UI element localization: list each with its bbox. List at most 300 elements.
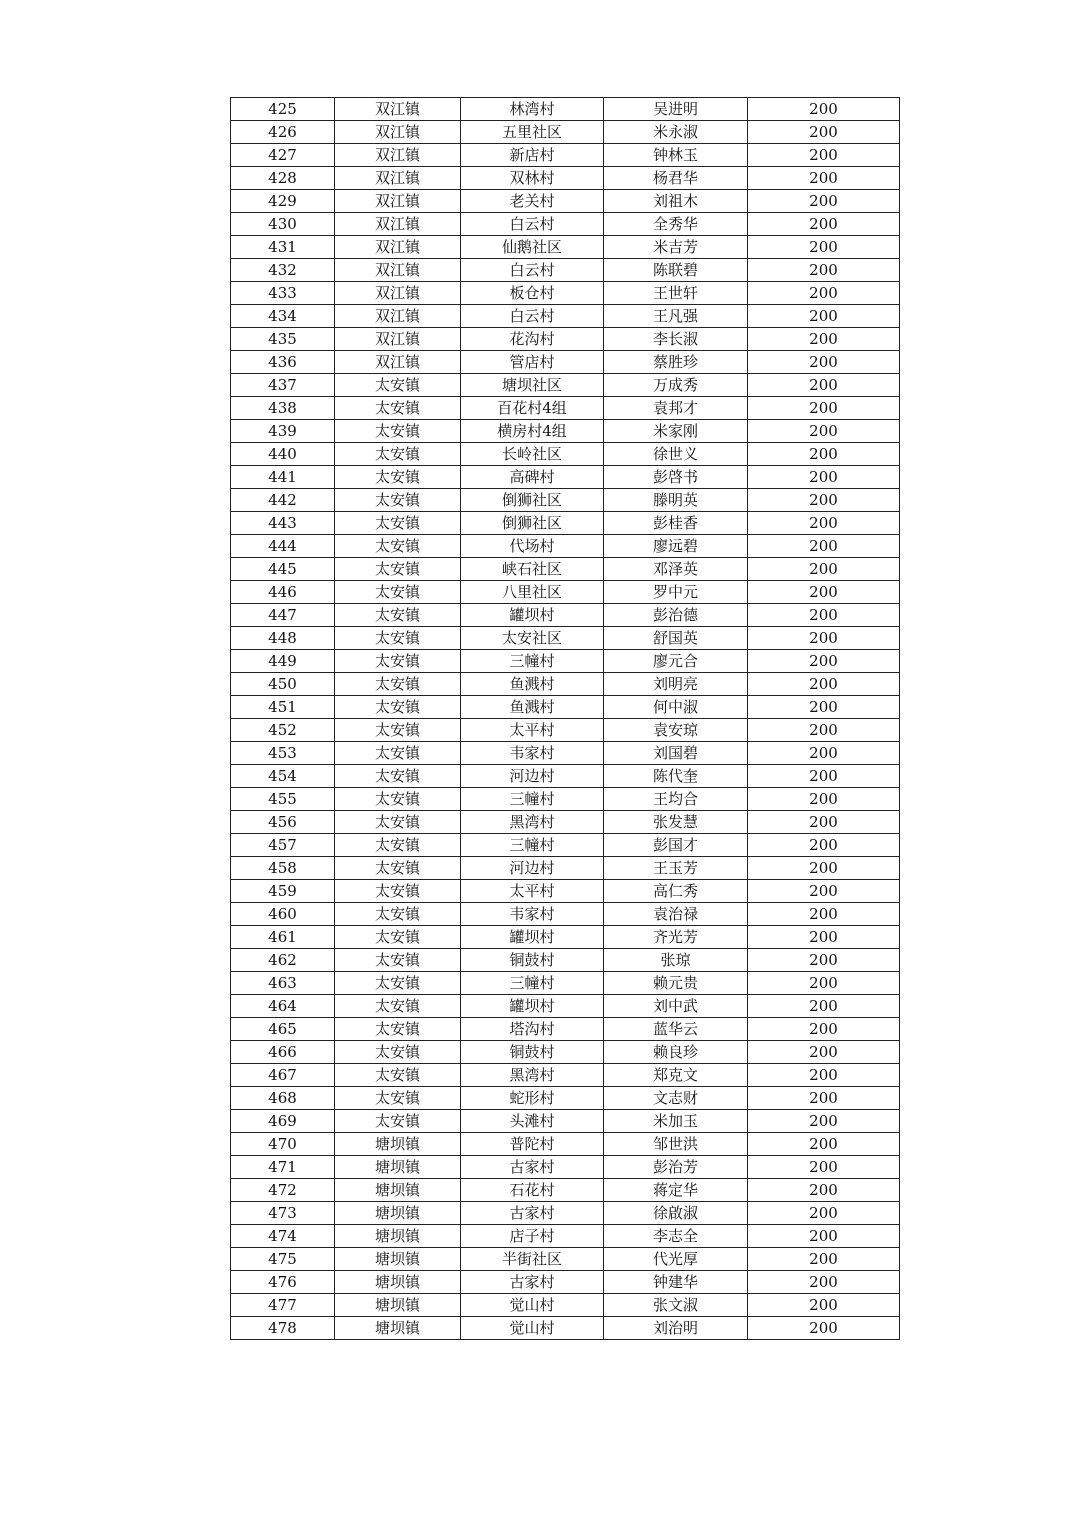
row-number-cell: 454: [231, 765, 335, 788]
name-cell: 米家刚: [604, 420, 748, 443]
row-number-cell: 434: [231, 305, 335, 328]
amount-cell: 200: [748, 512, 900, 535]
table-row: [231, 1271, 900, 1294]
table-body: [231, 98, 900, 1340]
row-number-cell: 438: [231, 397, 335, 420]
amount-cell: 200: [748, 443, 900, 466]
village-cell: 峡石社区: [461, 558, 604, 581]
row-number-cell: 450: [231, 673, 335, 696]
town-cell: 太安镇: [335, 673, 461, 696]
village-cell: 新店村: [461, 144, 604, 167]
table-row: [231, 903, 900, 926]
name-cell: 彭治芳: [604, 1156, 748, 1179]
town-cell: 双江镇: [335, 259, 461, 282]
row-number-cell: 441: [231, 466, 335, 489]
town-cell: 太安镇: [335, 420, 461, 443]
name-cell: 郑克文: [604, 1064, 748, 1087]
table-row: [231, 627, 900, 650]
village-cell: 古家村: [461, 1271, 604, 1294]
amount-cell: 200: [748, 719, 900, 742]
town-cell: 太安镇: [335, 834, 461, 857]
table-row: [231, 443, 900, 466]
name-cell: 蓝华云: [604, 1018, 748, 1041]
name-cell: 邹世洪: [604, 1133, 748, 1156]
village-cell: 蛇形村: [461, 1087, 604, 1110]
table-row: [231, 144, 900, 167]
table-row: [231, 1018, 900, 1041]
name-cell: 米永淑: [604, 121, 748, 144]
name-cell: 彭啓书: [604, 466, 748, 489]
name-cell: 王均合: [604, 788, 748, 811]
village-cell: 高碑村: [461, 466, 604, 489]
row-number-cell: 435: [231, 328, 335, 351]
name-cell: 吴进明: [604, 98, 748, 121]
town-cell: 太安镇: [335, 374, 461, 397]
town-cell: 太安镇: [335, 857, 461, 880]
amount-cell: 200: [748, 880, 900, 903]
town-cell: 太安镇: [335, 719, 461, 742]
table-row: [231, 1179, 900, 1202]
row-number-cell: 433: [231, 282, 335, 305]
table-row: [231, 788, 900, 811]
village-cell: 管店村: [461, 351, 604, 374]
table-row: [231, 673, 900, 696]
row-number-cell: 427: [231, 144, 335, 167]
amount-cell: 200: [748, 1179, 900, 1202]
name-cell: 蒋定华: [604, 1179, 748, 1202]
village-cell: 鱼溅村: [461, 696, 604, 719]
amount-cell: 200: [748, 926, 900, 949]
table-row: [231, 351, 900, 374]
amount-cell: 200: [748, 972, 900, 995]
name-cell: 米加玉: [604, 1110, 748, 1133]
town-cell: 塘坝镇: [335, 1271, 461, 1294]
table-row: [231, 1041, 900, 1064]
row-number-cell: 455: [231, 788, 335, 811]
village-cell: 觉山村: [461, 1294, 604, 1317]
name-cell: 舒国英: [604, 627, 748, 650]
amount-cell: 200: [748, 1087, 900, 1110]
name-cell: 赖元贵: [604, 972, 748, 995]
amount-cell: 200: [748, 604, 900, 627]
name-cell: 李长淑: [604, 328, 748, 351]
table-row: [231, 1156, 900, 1179]
amount-cell: 200: [748, 167, 900, 190]
amount-cell: 200: [748, 1248, 900, 1271]
village-cell: 八里社区: [461, 581, 604, 604]
data-table: [230, 97, 900, 1340]
row-number-cell: 437: [231, 374, 335, 397]
name-cell: 代光厚: [604, 1248, 748, 1271]
row-number-cell: 443: [231, 512, 335, 535]
name-cell: 钟林玉: [604, 144, 748, 167]
table-row: [231, 742, 900, 765]
village-cell: 白云村: [461, 259, 604, 282]
town-cell: 双江镇: [335, 351, 461, 374]
table-row: [231, 1317, 900, 1340]
village-cell: 板仓村: [461, 282, 604, 305]
amount-cell: 200: [748, 282, 900, 305]
village-cell: 白云村: [461, 213, 604, 236]
village-cell: 塔沟村: [461, 1018, 604, 1041]
name-cell: 王世轩: [604, 282, 748, 305]
row-number-cell: 465: [231, 1018, 335, 1041]
village-cell: 罐坝村: [461, 604, 604, 627]
amount-cell: 200: [748, 1156, 900, 1179]
town-cell: 太安镇: [335, 742, 461, 765]
name-cell: 钟建华: [604, 1271, 748, 1294]
row-number-cell: 461: [231, 926, 335, 949]
name-cell: 张发慧: [604, 811, 748, 834]
town-cell: 太安镇: [335, 489, 461, 512]
row-number-cell: 474: [231, 1225, 335, 1248]
name-cell: 张文淑: [604, 1294, 748, 1317]
table-row: [231, 1087, 900, 1110]
table-row: [231, 811, 900, 834]
village-cell: 三幢村: [461, 788, 604, 811]
amount-cell: 200: [748, 949, 900, 972]
row-number-cell: 456: [231, 811, 335, 834]
row-number-cell: 447: [231, 604, 335, 627]
amount-cell: 200: [748, 765, 900, 788]
town-cell: 太安镇: [335, 1110, 461, 1133]
amount-cell: 200: [748, 489, 900, 512]
row-number-cell: 460: [231, 903, 335, 926]
amount-cell: 200: [748, 121, 900, 144]
town-cell: 太安镇: [335, 696, 461, 719]
name-cell: 赖良珍: [604, 1041, 748, 1064]
table-row: [231, 926, 900, 949]
village-cell: 双林村: [461, 167, 604, 190]
name-cell: 袁邦才: [604, 397, 748, 420]
row-number-cell: 429: [231, 190, 335, 213]
town-cell: 太安镇: [335, 558, 461, 581]
village-cell: 普陀村: [461, 1133, 604, 1156]
name-cell: 王凡强: [604, 305, 748, 328]
amount-cell: 200: [748, 581, 900, 604]
town-cell: 双江镇: [335, 328, 461, 351]
table-row: [231, 121, 900, 144]
village-cell: 罐坝村: [461, 995, 604, 1018]
village-cell: 百花村4组: [461, 397, 604, 420]
town-cell: 双江镇: [335, 282, 461, 305]
name-cell: 徐啟淑: [604, 1202, 748, 1225]
amount-cell: 200: [748, 1110, 900, 1133]
row-number-cell: 442: [231, 489, 335, 512]
table-row: [231, 512, 900, 535]
table-row: [231, 972, 900, 995]
town-cell: 太安镇: [335, 1041, 461, 1064]
table-row: [231, 581, 900, 604]
amount-cell: 200: [748, 696, 900, 719]
amount-cell: 200: [748, 420, 900, 443]
amount-cell: 200: [748, 558, 900, 581]
village-cell: 古家村: [461, 1202, 604, 1225]
table-row: [231, 1225, 900, 1248]
table-row: [231, 834, 900, 857]
table-row: [231, 696, 900, 719]
town-cell: 太安镇: [335, 466, 461, 489]
village-cell: 倒狮社区: [461, 512, 604, 535]
table-row: [231, 213, 900, 236]
amount-cell: 200: [748, 1225, 900, 1248]
table-row: [231, 857, 900, 880]
table-row: [231, 650, 900, 673]
table-row: [231, 535, 900, 558]
town-cell: 双江镇: [335, 167, 461, 190]
town-cell: 塘坝镇: [335, 1317, 461, 1340]
name-cell: 米吉芳: [604, 236, 748, 259]
village-cell: 店子村: [461, 1225, 604, 1248]
town-cell: 太安镇: [335, 765, 461, 788]
town-cell: 太安镇: [335, 811, 461, 834]
amount-cell: 200: [748, 1317, 900, 1340]
amount-cell: 200: [748, 98, 900, 121]
village-cell: 老关村: [461, 190, 604, 213]
village-cell: 倒狮社区: [461, 489, 604, 512]
village-cell: 黑湾村: [461, 811, 604, 834]
amount-cell: 200: [748, 1018, 900, 1041]
row-number-cell: 432: [231, 259, 335, 282]
table-row: [231, 98, 900, 121]
town-cell: 塘坝镇: [335, 1225, 461, 1248]
name-cell: 齐光芳: [604, 926, 748, 949]
table-row: [231, 374, 900, 397]
row-number-cell: 472: [231, 1179, 335, 1202]
row-number-cell: 445: [231, 558, 335, 581]
town-cell: 塘坝镇: [335, 1202, 461, 1225]
table-row: [231, 1202, 900, 1225]
amount-cell: 200: [748, 995, 900, 1018]
row-number-cell: 462: [231, 949, 335, 972]
amount-cell: 200: [748, 328, 900, 351]
village-cell: 铜鼓村: [461, 949, 604, 972]
row-number-cell: 477: [231, 1294, 335, 1317]
name-cell: 文志财: [604, 1087, 748, 1110]
village-cell: 林湾村: [461, 98, 604, 121]
amount-cell: 200: [748, 1202, 900, 1225]
row-number-cell: 469: [231, 1110, 335, 1133]
town-cell: 塘坝镇: [335, 1248, 461, 1271]
village-cell: 太平村: [461, 719, 604, 742]
table-row: [231, 880, 900, 903]
amount-cell: 200: [748, 1294, 900, 1317]
village-cell: 横房村4组: [461, 420, 604, 443]
row-number-cell: 431: [231, 236, 335, 259]
name-cell: 蔡胜珍: [604, 351, 748, 374]
town-cell: 太安镇: [335, 788, 461, 811]
table-row: [231, 995, 900, 1018]
town-cell: 太安镇: [335, 1064, 461, 1087]
village-cell: 石花村: [461, 1179, 604, 1202]
row-number-cell: 448: [231, 627, 335, 650]
village-cell: 花沟村: [461, 328, 604, 351]
row-number-cell: 467: [231, 1064, 335, 1087]
amount-cell: 200: [748, 650, 900, 673]
village-cell: 鱼溅村: [461, 673, 604, 696]
row-number-cell: 452: [231, 719, 335, 742]
amount-cell: 200: [748, 811, 900, 834]
row-number-cell: 478: [231, 1317, 335, 1340]
village-cell: 头滩村: [461, 1110, 604, 1133]
table-row: [231, 719, 900, 742]
town-cell: 双江镇: [335, 305, 461, 328]
town-cell: 太安镇: [335, 926, 461, 949]
town-cell: 太安镇: [335, 880, 461, 903]
table-row: [231, 1133, 900, 1156]
village-cell: 半街社区: [461, 1248, 604, 1271]
village-cell: 三幢村: [461, 972, 604, 995]
table-row: [231, 420, 900, 443]
table-row: [231, 949, 900, 972]
amount-cell: 200: [748, 397, 900, 420]
name-cell: 刘中武: [604, 995, 748, 1018]
town-cell: 太安镇: [335, 604, 461, 627]
name-cell: 徐世义: [604, 443, 748, 466]
amount-cell: 200: [748, 466, 900, 489]
town-cell: 双江镇: [335, 98, 461, 121]
village-cell: 太安社区: [461, 627, 604, 650]
town-cell: 太安镇: [335, 535, 461, 558]
row-number-cell: 458: [231, 857, 335, 880]
row-number-cell: 463: [231, 972, 335, 995]
village-cell: 五里社区: [461, 121, 604, 144]
town-cell: 太安镇: [335, 581, 461, 604]
village-cell: 塘坝社区: [461, 374, 604, 397]
row-number-cell: 451: [231, 696, 335, 719]
table-row: [231, 1110, 900, 1133]
town-cell: 塘坝镇: [335, 1156, 461, 1179]
name-cell: 刘明亮: [604, 673, 748, 696]
row-number-cell: 476: [231, 1271, 335, 1294]
amount-cell: 200: [748, 213, 900, 236]
town-cell: 双江镇: [335, 236, 461, 259]
name-cell: 彭治德: [604, 604, 748, 627]
table-row: [231, 328, 900, 351]
village-cell: 韦家村: [461, 742, 604, 765]
amount-cell: 200: [748, 788, 900, 811]
town-cell: 塘坝镇: [335, 1133, 461, 1156]
name-cell: 刘祖木: [604, 190, 748, 213]
name-cell: 廖远碧: [604, 535, 748, 558]
village-cell: 黑湾村: [461, 1064, 604, 1087]
row-number-cell: 475: [231, 1248, 335, 1271]
row-number-cell: 453: [231, 742, 335, 765]
row-number-cell: 466: [231, 1041, 335, 1064]
town-cell: 双江镇: [335, 213, 461, 236]
amount-cell: 200: [748, 190, 900, 213]
town-cell: 太安镇: [335, 627, 461, 650]
town-cell: 太安镇: [335, 972, 461, 995]
row-number-cell: 446: [231, 581, 335, 604]
row-number-cell: 440: [231, 443, 335, 466]
town-cell: 双江镇: [335, 121, 461, 144]
row-number-cell: 459: [231, 880, 335, 903]
name-cell: 万成秀: [604, 374, 748, 397]
table-row: [231, 259, 900, 282]
table-row: [231, 1064, 900, 1087]
amount-cell: 200: [748, 673, 900, 696]
row-number-cell: 425: [231, 98, 335, 121]
table-row: [231, 190, 900, 213]
village-cell: 韦家村: [461, 903, 604, 926]
row-number-cell: 449: [231, 650, 335, 673]
town-cell: 太安镇: [335, 443, 461, 466]
row-number-cell: 473: [231, 1202, 335, 1225]
village-cell: 河边村: [461, 857, 604, 880]
row-number-cell: 430: [231, 213, 335, 236]
name-cell: 刘国碧: [604, 742, 748, 765]
table-row: [231, 558, 900, 581]
table-row: [231, 489, 900, 512]
village-cell: 河边村: [461, 765, 604, 788]
row-number-cell: 457: [231, 834, 335, 857]
table-row: [231, 466, 900, 489]
table-row: [231, 167, 900, 190]
amount-cell: 200: [748, 834, 900, 857]
amount-cell: 200: [748, 903, 900, 926]
name-cell: 彭国才: [604, 834, 748, 857]
amount-cell: 200: [748, 1133, 900, 1156]
name-cell: 邓泽英: [604, 558, 748, 581]
table-row: [231, 604, 900, 627]
row-number-cell: 468: [231, 1087, 335, 1110]
name-cell: 罗中元: [604, 581, 748, 604]
row-number-cell: 426: [231, 121, 335, 144]
village-cell: 白云村: [461, 305, 604, 328]
town-cell: 太安镇: [335, 1087, 461, 1110]
name-cell: 袁治禄: [604, 903, 748, 926]
town-cell: 太安镇: [335, 903, 461, 926]
name-cell: 张琼: [604, 949, 748, 972]
village-cell: 代场村: [461, 535, 604, 558]
row-number-cell: 464: [231, 995, 335, 1018]
amount-cell: 200: [748, 535, 900, 558]
name-cell: 何中淑: [604, 696, 748, 719]
town-cell: 太安镇: [335, 397, 461, 420]
amount-cell: 200: [748, 374, 900, 397]
village-cell: 太平村: [461, 880, 604, 903]
table-row: [231, 397, 900, 420]
village-cell: 仙鹅社区: [461, 236, 604, 259]
row-number-cell: 444: [231, 535, 335, 558]
amount-cell: 200: [748, 1064, 900, 1087]
row-number-cell: 439: [231, 420, 335, 443]
table-row: [231, 305, 900, 328]
village-cell: 三幢村: [461, 650, 604, 673]
table-row: [231, 1248, 900, 1271]
name-cell: 杨君华: [604, 167, 748, 190]
town-cell: 塘坝镇: [335, 1294, 461, 1317]
town-cell: 太安镇: [335, 995, 461, 1018]
amount-cell: 200: [748, 144, 900, 167]
town-cell: 太安镇: [335, 650, 461, 673]
village-cell: 长岭社区: [461, 443, 604, 466]
name-cell: 袁安琼: [604, 719, 748, 742]
village-cell: 罐坝村: [461, 926, 604, 949]
name-cell: 滕明英: [604, 489, 748, 512]
name-cell: 彭桂香: [604, 512, 748, 535]
town-cell: 太安镇: [335, 1018, 461, 1041]
village-cell: 古家村: [461, 1156, 604, 1179]
name-cell: 刘治明: [604, 1317, 748, 1340]
amount-cell: 200: [748, 1041, 900, 1064]
name-cell: 陈代奎: [604, 765, 748, 788]
name-cell: 王玉芳: [604, 857, 748, 880]
village-cell: 觉山村: [461, 1317, 604, 1340]
name-cell: 陈联碧: [604, 259, 748, 282]
town-cell: 双江镇: [335, 144, 461, 167]
